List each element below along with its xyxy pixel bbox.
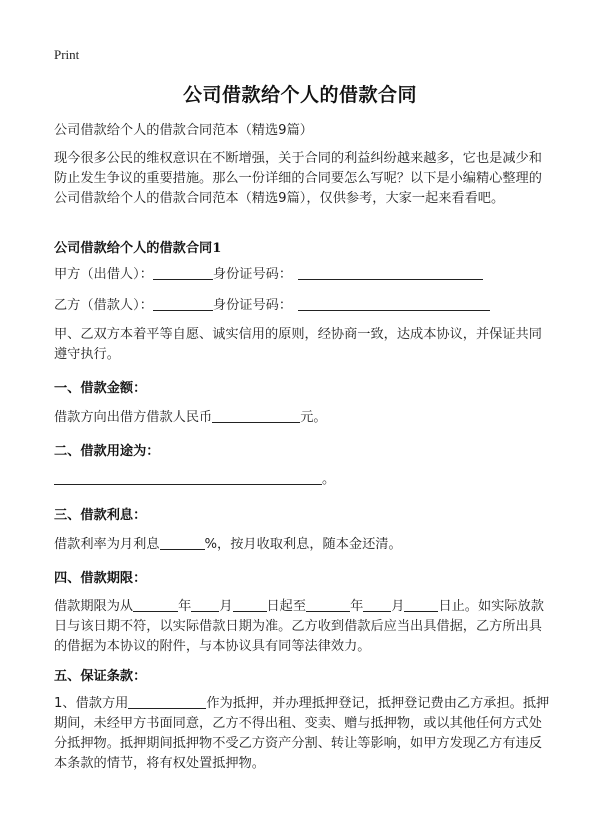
party-a-label: 甲方（出借人）： xyxy=(54,267,153,282)
preamble-paragraph: 甲、乙双方本着平等自愿、诚实信用的原则，经协商一致，达成本协议，并保证共同遵守执行。 xyxy=(54,327,542,362)
section-4-heading: 四、借款期限： xyxy=(54,571,147,586)
party-b-name-blank[interactable] xyxy=(153,296,213,311)
party-a-id-label: 身份证号码： xyxy=(212,267,293,282)
party-b-row xyxy=(54,296,554,316)
section-4-text: 借款期限为从 年 月 日起至 年 月 日止。如实际放款日与该日期不符，以实际借款日期为准。乙方收到借款后应当出具借据，乙方所出具的借据为本协议的附件，与本协议具有同等法律效力。 xyxy=(54,599,544,654)
intro-paragraph: 现今很多公民的维权意识在不断增强，关于合同的利益纠纷越来越多，它也是减少和防止发生争议的重要措施。那么一份详细的合同要怎么写呢？以下是小编精心整理的公司借款给个人的借款合同范本（精选9篇），仅供参考，大家一起来看看吧。 xyxy=(54,151,542,206)
document-subtitle: 公司借款给个人的借款合同范本（精选9篇） xyxy=(54,123,313,138)
party-b-id-label: 身份证号码： xyxy=(212,298,293,313)
section-1-text: 借款方向出借方借款人民币 元。 xyxy=(54,410,327,425)
end-year-blank[interactable] xyxy=(306,597,350,612)
party-a-name-blank[interactable] xyxy=(153,265,213,280)
document-title: 公司借款给个人的借款合同 xyxy=(182,84,417,106)
party-a-id-blank[interactable] xyxy=(298,265,483,280)
start-month-blank[interactable] xyxy=(191,597,219,612)
start-year-blank[interactable] xyxy=(133,597,178,612)
section-1-heading: 一、借款金额： xyxy=(54,381,147,396)
interest-rate-blank[interactable] xyxy=(160,535,205,550)
collateral-blank[interactable] xyxy=(128,694,206,709)
loan-amount-blank[interactable] xyxy=(212,408,300,423)
section-3-heading: 三、借款利息： xyxy=(54,508,147,523)
loan-purpose-blank[interactable] xyxy=(54,470,322,485)
party-b-label: 乙方（借款人）： xyxy=(54,298,153,313)
section-3-text: 借款利率为月利息 %，按月收取利息，随本金还清。 xyxy=(54,537,402,552)
contract-heading: 公司借款给个人的借款合同1 xyxy=(54,241,222,256)
end-day-blank[interactable] xyxy=(404,597,438,612)
section-5-text: 1、借款方用 作为抵押，并办理抵押登记，抵押登记费由乙方承担。抵押期间，未经甲方书面同意，乙方不得出租、变卖、赠与抵押物，或以其他任何方式处分抵押物。抵押期间抵押物不受乙方资产分割、转让等影响，如甲方发现乙方有违反本条款的情节，将有权处置抵押物。 xyxy=(54,696,550,771)
party-a-row xyxy=(54,265,554,285)
section-5-heading: 五、保证条款： xyxy=(54,669,147,684)
print-link[interactable]: Print xyxy=(54,47,80,62)
start-day-blank[interactable] xyxy=(233,597,267,612)
section-2-text: 。 xyxy=(54,470,554,490)
section-2-heading: 二、借款用途为： xyxy=(54,444,160,459)
end-month-blank[interactable] xyxy=(363,597,391,612)
party-b-id-blank[interactable] xyxy=(298,296,490,311)
